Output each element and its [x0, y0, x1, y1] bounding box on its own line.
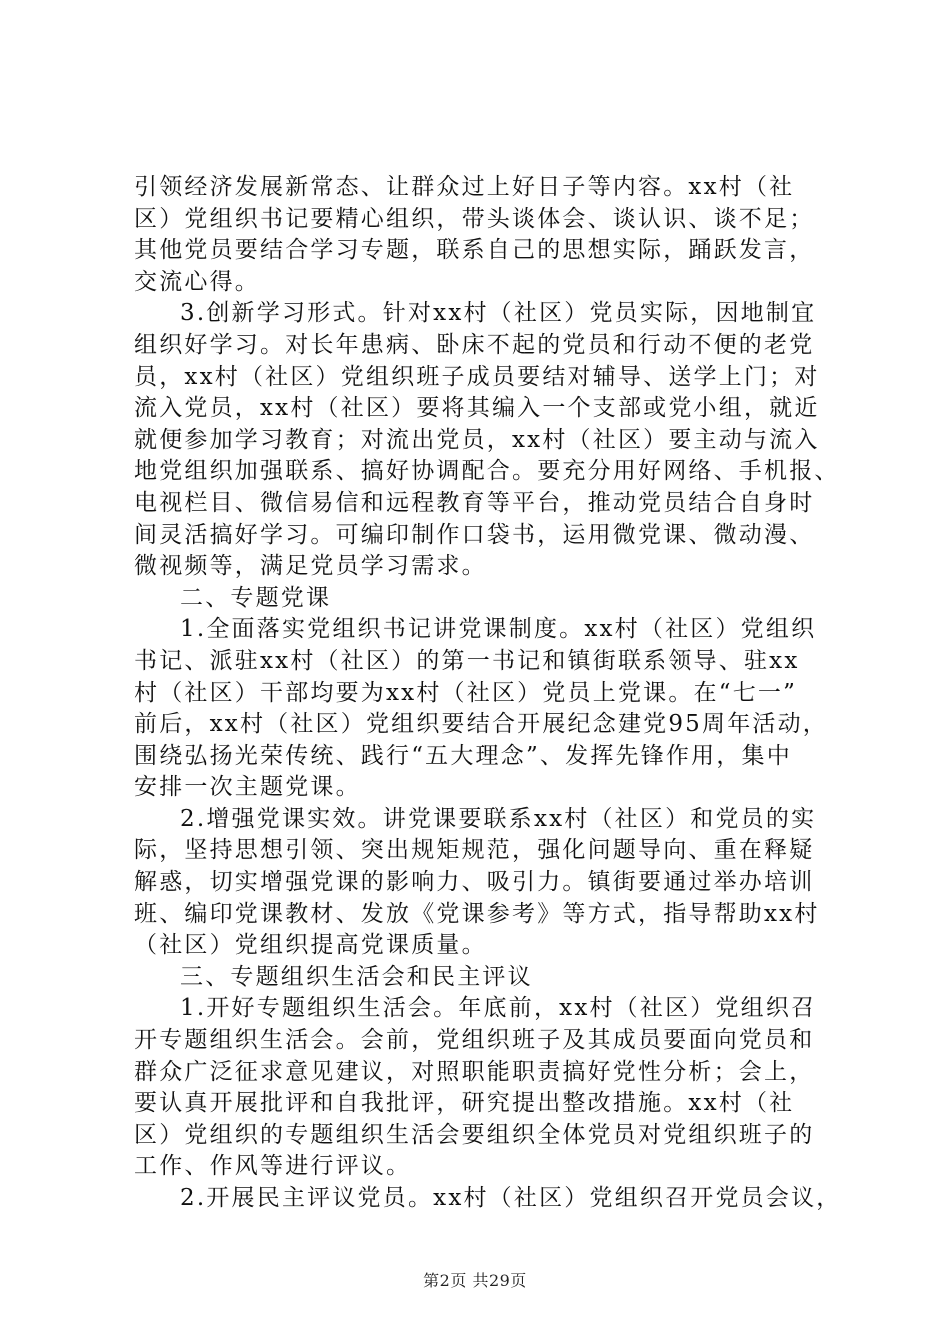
- text-line: 地党组织加强联系、搞好协调配合。要充分用好网络、手机报、: [134, 458, 840, 485]
- text-line: 村（社区）干部均要为xx村（社区）党员上党课。在“七一”: [134, 679, 798, 706]
- text-line: 电视栏目、微信易信和远程教育等平台，推动党员结合自身时: [134, 489, 815, 516]
- text-line: 班、编印党课教材、发放《党课参考》等方式，指导帮助xx村: [134, 900, 820, 927]
- text-line: 三、专题组织生活会和民主评议: [180, 963, 533, 990]
- text-line: 书记、派驻xx村（社区）的第一书记和镇街联系领导、驻xx: [134, 647, 800, 674]
- page-footer: [0, 1268, 950, 1291]
- text-line: 要认真开展批评和自我批评，研究提出整改措施。xx村（社: [134, 1090, 795, 1117]
- text-line: 流入党员，xx村（社区）要将其编入一个支部或党小组，就近: [134, 395, 820, 422]
- text-line: 微视频等，满足党员学习需求。: [134, 553, 487, 580]
- text-line: 2.增强党课实效。讲党课要联系xx村（社区）和党员的实: [180, 805, 817, 832]
- text-line: 2.开展民主评议党员。xx村（社区）党组织召开党员会议，: [180, 1185, 842, 1211]
- document-body: [134, 172, 842, 1215]
- text-line: 区）党组织的专题组织生活会要组织全体党员对党组织班子的: [134, 1121, 815, 1148]
- text-line: 际，坚持思想引领、突出规矩规范，强化问题导向、重在释疑: [134, 837, 815, 864]
- text-line: 就便参加学习教育；对流出党员，xx村（社区）要主动与流入: [134, 426, 820, 453]
- text-line: （社区）党组织提高党课质量。: [134, 932, 487, 959]
- text-line: 1.全面落实党组织书记讲党课制度。xx村（社区）党组织: [180, 616, 817, 643]
- text-line: 引领经济发展新常态、让群众过上好日子等内容。xx村（社: [134, 174, 795, 200]
- text-line: 3.创新学习形式。针对xx村（社区）党员实际，因地制宜: [180, 300, 817, 327]
- text-line: 工作、作风等进行评议。: [134, 1153, 412, 1180]
- text-line: 1.开好专题组织生活会。年底前，xx村（社区）党组织召: [180, 995, 817, 1022]
- text-line: 群众广泛征求意见建议，对照职能职责搞好党性分析；会上，: [134, 1058, 815, 1085]
- text-line: 员，xx村（社区）党组织班子成员要结对辅导、送学上门；对: [134, 363, 820, 390]
- page-number-label: 第2页 共29页: [423, 1271, 527, 1290]
- text-line: 安排一次主题党课。: [134, 774, 361, 801]
- text-line: 间灵活搞好学习。可编印制作口袋书，运用微党课、微动漫、: [134, 521, 815, 548]
- text-line: 解惑，切实增强党课的影响力、吸引力。镇街要通过举办培训: [134, 869, 815, 896]
- text-line: 围绕弘扬光荣传统、践行“五大理念”、发挥先锋作用，集中: [134, 742, 792, 769]
- text-line: 区）党组织书记要精心组织，带头谈体会、谈认识、谈不足；: [134, 205, 815, 232]
- text-line: 交流心得。: [134, 268, 260, 295]
- text-line: 二、专题党课: [180, 584, 332, 611]
- text-line: 前后，xx村（社区）党组织要结合开展纪念建党95周年活动，: [134, 711, 829, 738]
- text-line: 组织好学习。对长年患病、卧床不起的党员和行动不便的老党: [134, 331, 815, 358]
- text-line: 其他党员要结合学习专题，联系自己的思想实际，踊跃发言，: [134, 237, 815, 264]
- text-line: 开专题组织生活会。会前，党组织班子及其成员要面向党员和: [134, 1027, 815, 1054]
